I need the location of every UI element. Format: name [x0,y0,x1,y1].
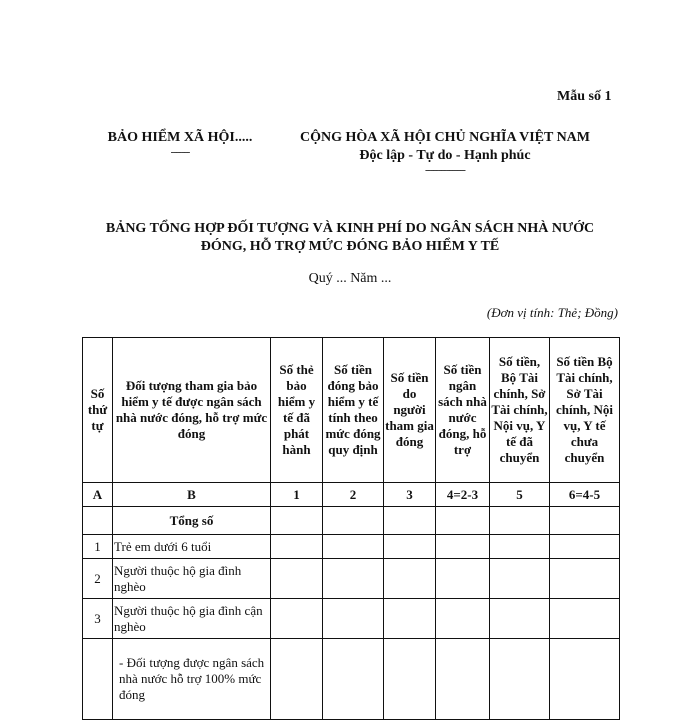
empty-cell [384,535,436,559]
code-row [83,483,620,507]
table-row [83,599,620,639]
table-row [83,535,620,559]
country-name: CỘNG HÒA XÃ HỘI CHỦ NGHĨA VIỆT NAM [299,130,590,145]
empty-cell [550,535,620,559]
table-row [83,559,620,599]
code-cell: 6=4-5 [550,483,620,507]
empty-cell [271,559,323,599]
empty-cell [323,507,384,535]
empty-cell [271,535,323,559]
code-cell: 3 [384,483,436,507]
empty-cell [271,599,323,639]
col-header-contribution-amount: Số tiền đóng bảo hiểm y tế tính theo mức đóng quy định [323,338,384,483]
empty-cell [550,639,620,720]
empty-cell [271,507,323,535]
col-header-not-transferred: Số tiền Bộ Tài chính, Sở Tài chính, Nội vụ, Y tế chưa chuyển [550,338,620,483]
empty-cell [384,599,436,639]
title-line-1: BẢNG TỔNG HỢP ĐỐI TƯỢNG VÀ KINH PHÍ DO NGÂN SÁCH NHÀ NƯỚC [105,221,595,236]
row-description: Người thuộc hộ gia đình cận nghèo [113,599,271,639]
empty-cell [550,559,620,599]
table-row [83,639,620,720]
row-number: 3 [83,599,113,639]
empty-cell [490,639,550,720]
empty-cell [550,507,620,535]
form-number: Mẫu số 1 [557,89,612,104]
organization-name: BẢO HIỂM XÃ HỘI..... [107,130,253,145]
row-number: 1 [83,535,113,559]
empty-cell [384,507,436,535]
total-row [83,507,620,535]
header-row [83,338,620,483]
row-description: Trẻ em dưới 6 tuổi [113,535,271,559]
row-number [83,639,113,720]
col-header-transferred: Số tiền, Bộ Tài chính, Sở Tài chính, Nội vụ, Y tế đã chuyển [490,338,550,483]
empty-cell [436,599,490,639]
code-cell: 2 [323,483,384,507]
empty-cell [384,559,436,599]
col-header-no: Số thứ tự [83,338,113,483]
code-cell: 4=2-3 [436,483,490,507]
code-cell: 5 [490,483,550,507]
unit-note: (Đơn vị tính: Thẻ; Đồng) [486,305,618,320]
empty-cell [490,599,550,639]
code-cell: 1 [271,483,323,507]
code-cell: A [83,483,113,507]
empty-cell [436,535,490,559]
motto: Độc lập - Tự do - Hạnh phúc [359,148,531,163]
empty-cell [436,507,490,535]
empty-cell [436,639,490,720]
empty-cell [436,559,490,599]
reporting-period: Quý ... Năm ... [308,271,392,286]
col-header-cards-issued: Số thẻ bảo hiểm y tế đã phát hành [271,338,323,483]
empty-cell [490,559,550,599]
title-line-2: ĐÓNG, HỖ TRỢ MỨC ĐÓNG BẢO HIỂM Y TẾ [200,239,500,254]
empty-cell [271,639,323,720]
empty-cell [323,639,384,720]
empty-cell [323,599,384,639]
document-title [60,220,640,256]
col-header-state-budget: Số tiền ngân sách nhà nước đóng, hỗ trợ [436,338,490,483]
national-heading [282,129,608,175]
total-label: Tổng số [113,507,271,535]
empty-cell [323,559,384,599]
organization-underline: ------- [170,146,190,158]
empty-cell [550,599,620,639]
col-header-subject: Đối tượng tham gia bảo hiểm y tế được ngân sách nhà nước đóng, hỗ trợ mức đóng [113,338,271,483]
row-number: 2 [83,559,113,599]
organization-block [100,129,260,157]
summary-table [82,337,620,720]
motto-underline: --------------- [425,164,465,176]
empty-cell [384,639,436,720]
empty-cell [83,507,113,535]
empty-cell [490,507,550,535]
row-description: - Đối tượng được ngân sách nhà nước hỗ trợ 100% mức đóng [113,639,271,720]
row-description: Người thuộc hộ gia đình nghèo [113,559,271,599]
empty-cell [323,535,384,559]
code-cell: B [113,483,271,507]
empty-cell [490,535,550,559]
col-header-participant-paid: Số tiền do người tham gia đóng [384,338,436,483]
